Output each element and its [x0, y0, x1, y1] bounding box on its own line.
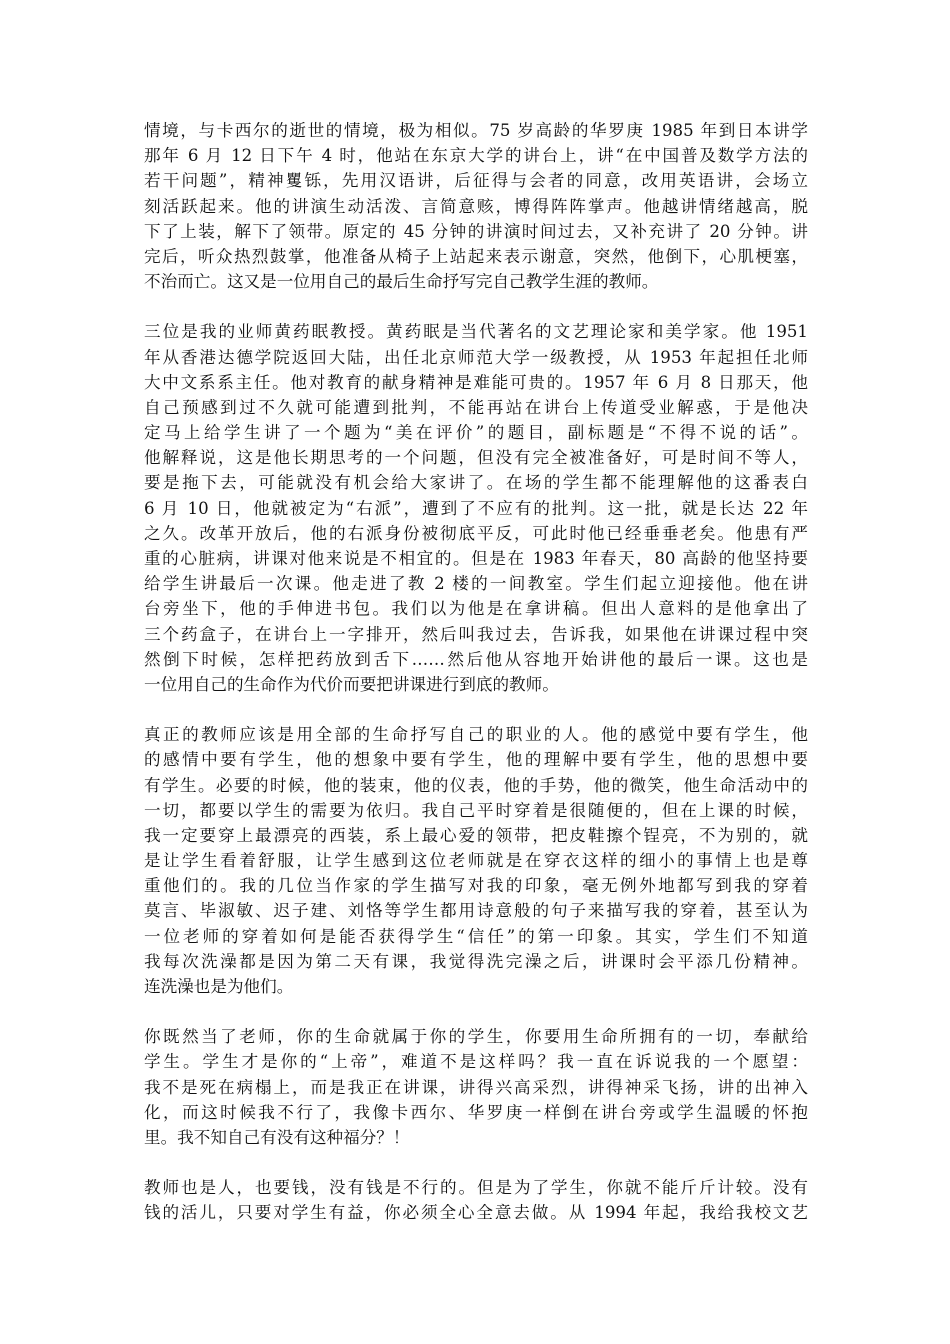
text-line: 连洗澡也是为他们。: [144, 977, 294, 996]
text-line: 重的心脏病，讲课对他来说是不相宜的。但是在 1983 年春天，80 高龄的他坚持要: [144, 549, 808, 568]
text-line: 教师也是人，也要钱，没有钱是不行的。但是为了学生，你就不能斤斤计较。没有: [144, 1178, 808, 1198]
text-line: 完后，听众热烈鼓掌，他准备从椅子上站起来表示谢意，突然，他倒下，心肌梗塞，: [144, 246, 808, 266]
text-line: 若干问题”，精神矍铄，先用汉语讲，后征得与会者的同意，改用英语讲，会场立: [144, 171, 808, 191]
text-line: 不治而亡。这又是一位用自己的最后生命抒写完自己教学生涯的教师。: [144, 272, 659, 292]
text-line: 三位是我的业师黄药眠教授。黄药眠是当代著名的文艺理论家和美学家。他 1951: [144, 322, 808, 342]
text-line: 学生。学生才是你的“上帝”，难道不是这样吗？我一直在诉说我的一个愿望：: [144, 1052, 808, 1072]
paragraph-true-teacher: [144, 722, 808, 999]
text-line: 莫言、毕淑敏、迟子建、刘恪等学生都用诗意般的句子来描写我的穿着，甚至认为: [144, 901, 808, 921]
text-line: 大中文系系主任。他对教育的献身精神是难能可贵的。1957 年 6 月 8 日那天，他: [144, 372, 808, 392]
text-line: 钱的活儿，只要对学生有益，你必须全心全意去做。从 1994 年起，我给我校文艺: [144, 1203, 808, 1223]
text-line: 是让学生看着舒服，让学生感到这位老师就是在穿衣这样的细小的事情上也是尊: [144, 851, 808, 871]
text-line: 台旁坐下，他的手伸进书包。我们以为他是在拿讲稿。但出人意料的是他拿出了: [144, 599, 808, 619]
text-line: 里。我不知自己有没有这种福分？！: [144, 1127, 410, 1147]
text-line: 情境，与卡西尔的逝世的情境，极为相似。75 岁高龄的华罗庚 1985 年到日本讲学: [144, 121, 808, 140]
text-line: 年从香港达德学院返回大陆，出任北京师范大学一级教授，从 1953 年起担任北师: [144, 347, 808, 367]
text-line: 自己预感到过不久就可能遭到批判，不能再站在讲台上传道受业解惑，于是他决: [144, 397, 808, 417]
text-line: 要是拖下去，可能就没有机会给大家讲了。在场的学生都不能理解他的这番表白: [144, 473, 808, 493]
text-line: 定马上给学生讲了一个题为“美在评价”的题目，副标题是“不得不说的话”。: [144, 423, 808, 443]
document-body: [144, 118, 808, 1251]
text-line: 给学生讲最后一次课。他走进了教 2 楼的一间教室。学生们起立迎接他。他在讲: [144, 574, 808, 594]
text-line: 化，而这时候我不行了，我像卡西尔、华罗庚一样倒在讲台旁或学生温暖的怀抱: [144, 1102, 808, 1122]
text-line: 有学生。必要的时候，他的装束，他的仪表，他的手势，他的微笑，他生命活动中的: [144, 775, 808, 795]
text-line: 然倒下时候，怎样把药放到舌下……然后他从容地开始讲他的最后一课。这也是: [144, 649, 808, 669]
text-line: 重他们的。我的几位当作家的学生描写对我的印象，毫无例外地都写到我的穿着: [144, 876, 808, 896]
text-line: 真正的教师应该是用全部的生命抒写自己的职业的人。他的感觉中要有学生，他: [144, 725, 808, 745]
paragraph-hua-luogeng: [144, 118, 808, 294]
text-line: 一位老师的穿着如何是能否获得学生“信任”的第一印象。其实，学生们不知道: [144, 926, 808, 946]
text-line: 三个药盒子，在讲台上一字排开，然后叫我过去，告诉我，如果他在讲课过程中突: [144, 624, 808, 644]
text-line: 刻活跃起来。他的讲演生动活泼、言简意赅，博得阵阵掌声。他越讲情绪越高，脱: [144, 196, 808, 216]
paragraph-huang-yaomian: [144, 319, 808, 697]
text-line: 我一定要穿上最漂亮的西装，系上最心爱的领带，把皮鞋擦个锃亮，不为别的，就: [144, 825, 808, 845]
text-line: 下了上装，解下了领带。原定的 45 分钟的讲演时间过去，又补充讲了 20 分钟。讲: [144, 221, 808, 241]
text-line: 6 月 10 日，他就被定为“右派”，遭到了不应有的批判。这一批，就是长达 22 年: [144, 498, 808, 518]
text-line: 你既然当了老师，你的生命就属于你的学生，你要用生命所拥有的一切，奉献给: [144, 1027, 808, 1047]
text-line: 一位用自己的生命作为代价而要把讲课进行到底的教师。: [144, 674, 559, 694]
paragraph-life-belongs-to-students: [144, 1024, 808, 1150]
text-line: 一切，都要以学生的需要为依归。我自己平时穿着是很随便的，但在上课的时候，: [144, 800, 808, 820]
text-line: 我不是死在病榻上，而是我正在讲课，讲得兴高采烈，讲得神采飞扬，讲的出神入: [144, 1077, 808, 1097]
text-line: 我每次洗澡都是因为第二天有课，我觉得洗完澡之后，讲课时会平添几份精神。: [144, 951, 808, 971]
text-line: 的感情中要有学生，他的想象中要有学生，他的理解中要有学生，他的思想中要: [144, 750, 808, 770]
text-line: 之久。改革开放后，他的右派身份被彻底平反，可此时他已经垂垂老矣。他患有严: [144, 523, 808, 543]
text-line: 那年 6 月 12 日下午 4 时，他站在东京大学的讲台上，讲“在中国普及数学方法的: [144, 146, 808, 166]
text-line: 他解释说，这是他长期思考的一个问题，但没有完全被准备好，可是时间不等人，: [144, 448, 808, 468]
paragraph-teachers-are-human: [144, 1175, 808, 1225]
